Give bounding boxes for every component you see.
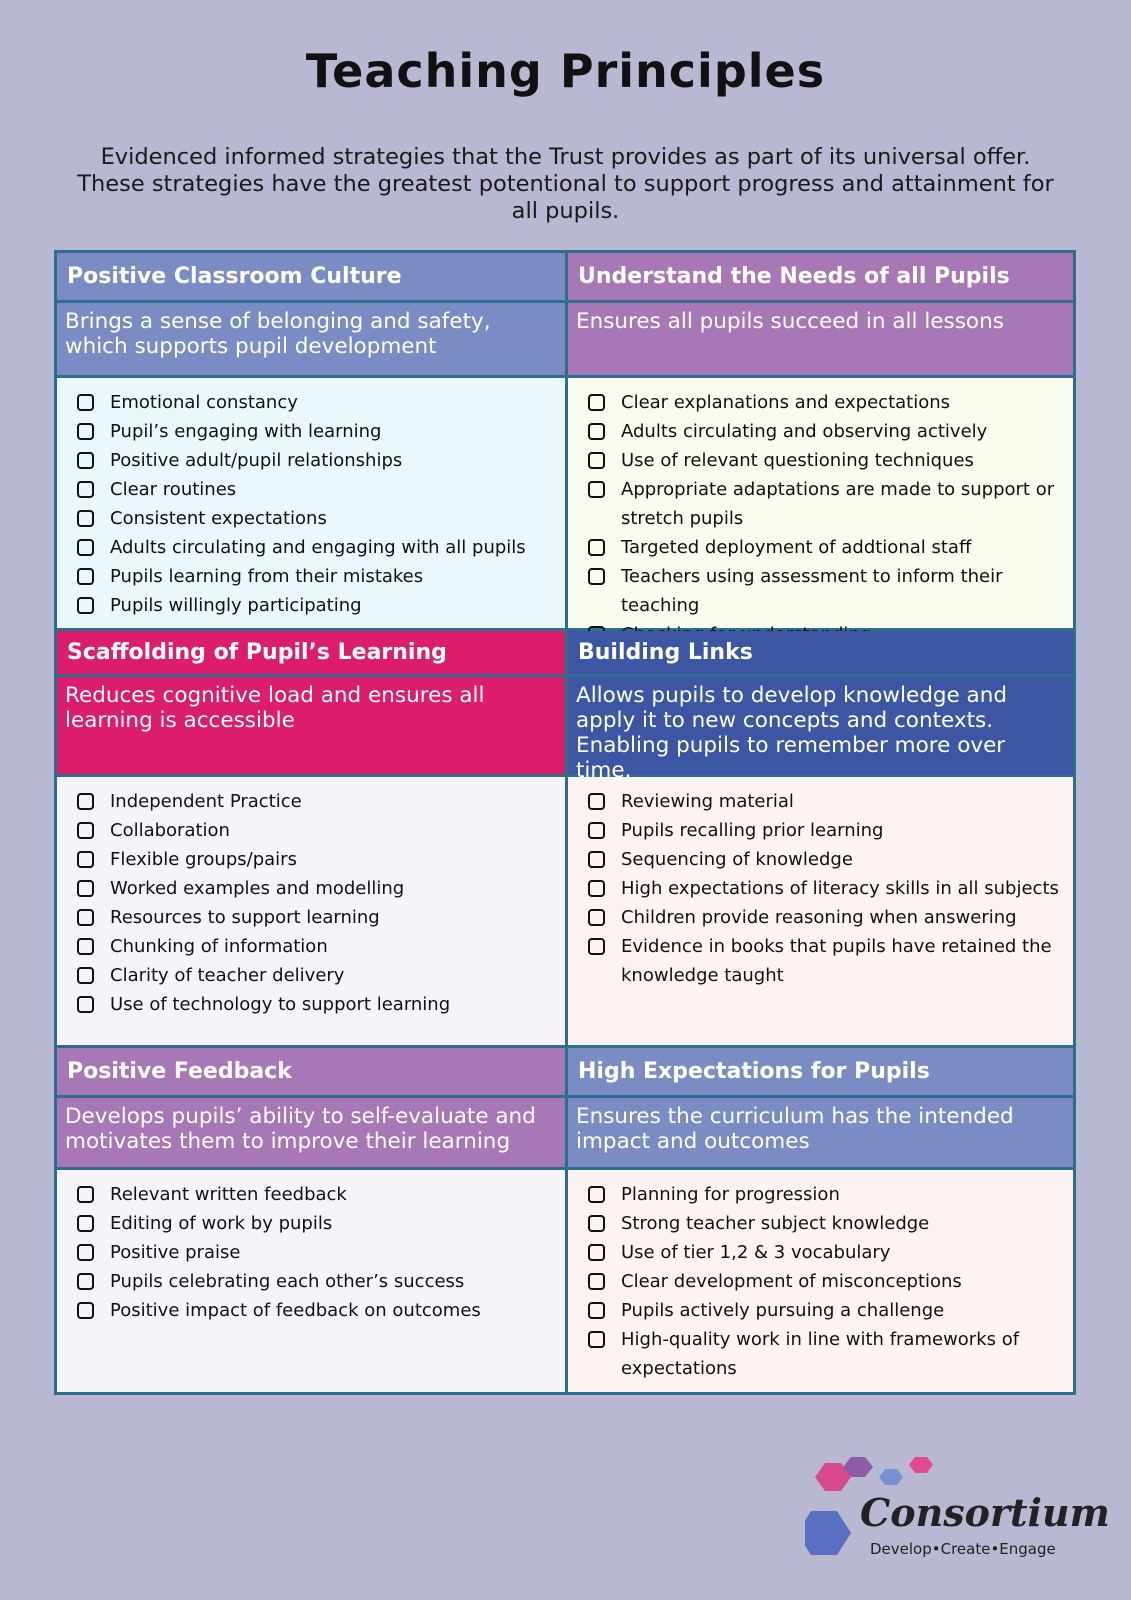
checklist-item-label: Clear routines [110, 479, 237, 500]
checklist-item-label: Consistent expectations [110, 508, 327, 529]
checkbox[interactable] [77, 423, 94, 440]
checklist-item [588, 388, 1073, 417]
checklist-item-label: Use of technology to support learning [110, 994, 451, 1015]
checklist-item-label: Emotional constancy [110, 392, 298, 413]
section-subtitle: Ensures the curriculum has the intended impact and outcomes [568, 1098, 1073, 1170]
checklist-item [77, 446, 565, 475]
checkbox[interactable] [77, 481, 94, 498]
section-subtitle: Brings a sense of belonging and safety, which supports pupil development [57, 303, 565, 378]
checkbox[interactable] [588, 1273, 605, 1290]
checklist-item [77, 504, 565, 533]
checklist-item [588, 874, 1073, 903]
checklist-item-label: Positive praise [110, 1242, 241, 1263]
section-title: High Expectations for Pupils [568, 1048, 1073, 1098]
checklist-item [77, 787, 565, 816]
checkbox[interactable] [588, 1331, 605, 1348]
checklist-item [77, 845, 565, 874]
checklist-item-label: Strong teacher subject knowledge [621, 1213, 930, 1234]
checkbox[interactable] [77, 1244, 94, 1261]
checklist-item-label: Pupils recalling prior learning [621, 820, 884, 841]
checklist-item-label: Reviewing material [621, 791, 794, 812]
checkbox[interactable] [77, 851, 94, 868]
checklist-item [588, 1238, 1073, 1267]
checklist-item [77, 816, 565, 845]
checkbox[interactable] [77, 938, 94, 955]
intro-text: Evidenced informed strategies that the Trust provides as part of its universal offer. These strategies have the greatest potentional to support progress and attainment for all pupils. [77, 144, 1054, 224]
section-title: Scaffolding of Pupil’s Learning [57, 631, 565, 677]
checkbox[interactable] [588, 1215, 605, 1232]
checklist-item-label: Adults circulating and engaging with all pupils [110, 537, 526, 558]
checkbox[interactable] [77, 967, 94, 984]
checkbox[interactable] [588, 938, 605, 955]
checklist-item [588, 787, 1073, 816]
checklist-item-label: Appropriate adaptations are made to support or stretch pupils [621, 479, 1055, 529]
checklist [568, 1170, 1073, 1392]
checklist [57, 777, 565, 1045]
checklist-item-label: Targeted deployment of addtional staff [621, 537, 972, 558]
checklist-item-label: Clear explanations and expectations [621, 392, 951, 413]
checkbox[interactable] [588, 394, 605, 411]
section-building-links [565, 631, 1073, 1045]
checklist-item-label: Use of tier 1,2 & 3 vocabulary [621, 1242, 891, 1263]
checklist-item [588, 1296, 1073, 1325]
principles-grid [54, 250, 1076, 1395]
section-subtitle: Develops pupils’ ability to self-evaluate and motivates them to improve their learning [57, 1098, 565, 1170]
checkbox[interactable] [77, 394, 94, 411]
checklist-item-label: Worked examples and modelling [110, 878, 405, 899]
checklist-item [588, 446, 1073, 475]
checklist-item [588, 475, 1073, 533]
checkbox[interactable] [588, 1186, 605, 1203]
checklist [568, 378, 1073, 628]
checkbox[interactable] [588, 822, 605, 839]
checkbox[interactable] [588, 539, 605, 556]
checkbox[interactable] [77, 1186, 94, 1203]
checklist-item-label: Pupils actively pursuing a challenge [621, 1300, 945, 1321]
checklist-item-label: Independent Practice [110, 791, 302, 812]
checklist-item-label: Positive adult/pupil relationships [110, 450, 403, 471]
checkbox[interactable] [77, 1215, 94, 1232]
checklist-item-label: Pupil’s engaging with learning [110, 421, 382, 442]
row-1 [57, 253, 1073, 628]
checkbox[interactable] [77, 452, 94, 469]
checklist-item [588, 1325, 1073, 1383]
hexagon-icon [909, 1457, 933, 1473]
checkbox[interactable] [588, 452, 605, 469]
checkbox[interactable] [77, 568, 94, 585]
checkbox[interactable] [77, 510, 94, 527]
checkbox[interactable] [588, 909, 605, 926]
checklist-item-label: Use of relevant questioning techniques [621, 450, 974, 471]
checklist-item [588, 533, 1073, 562]
checklist-item-label: Adults circulating and observing actively [621, 421, 988, 442]
hexagon-icon [805, 1511, 851, 1555]
checklist-item [77, 562, 565, 591]
checklist-item [588, 562, 1073, 620]
checklist [57, 378, 565, 628]
checklist [57, 1170, 565, 1392]
checklist-item-label: Relevant written feedback [110, 1184, 347, 1205]
section-subtitle: Ensures all pupils succeed in all lessons [568, 303, 1073, 378]
checklist-item-label: Clear development of misconceptions [621, 1271, 962, 1292]
checklist-item [588, 417, 1073, 446]
checkbox[interactable] [77, 539, 94, 556]
section-subtitle: Allows pupils to develop knowledge and apply it to new concepts and contexts. Enabling pupils to remember more over time. [568, 677, 1073, 777]
checklist-item-label: Positive impact of feedback on outcomes [110, 1300, 481, 1321]
checklist-item [588, 1267, 1073, 1296]
checklist-item [77, 1296, 565, 1325]
checkbox[interactable] [77, 909, 94, 926]
section-understand-needs [565, 253, 1073, 628]
checkbox[interactable] [77, 1273, 94, 1290]
checklist-item-label: Teachers using assessment to inform their teaching [621, 566, 1003, 616]
checkbox[interactable] [77, 822, 94, 839]
checklist-item [77, 475, 565, 504]
checklist-item-label: Pupils willingly participating [110, 595, 362, 616]
checkbox[interactable] [77, 793, 94, 810]
checkbox[interactable] [588, 1302, 605, 1319]
checklist-item [77, 903, 565, 932]
checklist-item-label: Editing of work by pupils [110, 1213, 333, 1234]
checklist-item-label: Pupils learning from their mistakes [110, 566, 424, 587]
checkbox[interactable] [588, 793, 605, 810]
checkbox[interactable] [77, 597, 94, 614]
checklist-item [588, 816, 1073, 845]
section-positive-feedback [57, 1048, 565, 1392]
checklist-item [588, 1180, 1073, 1209]
checkbox[interactable] [588, 851, 605, 868]
checklist-item [77, 1267, 565, 1296]
checklist-item-label: Chunking of information [110, 936, 328, 957]
section-high-expectations [565, 1048, 1073, 1392]
checklist-item [77, 388, 565, 417]
checklist-item-label: Evidence in books that pupils have retained the knowledge taught [621, 936, 1052, 986]
checklist-item [77, 874, 565, 903]
checklist-item [77, 1209, 565, 1238]
checklist [568, 777, 1073, 1045]
checklist-item-label: Sequencing of knowledge [621, 849, 853, 870]
checklist-item-label: Clarity of teacher delivery [110, 965, 345, 986]
page-title: Teaching Principles [305, 44, 826, 98]
checkbox[interactable] [588, 1244, 605, 1261]
checklist-item-label: Children provide reasoning when answering [621, 907, 1017, 928]
checklist-item [588, 845, 1073, 874]
section-title: Positive Classroom Culture [57, 253, 565, 303]
checklist-item-label: High expectations of literacy skills in all subjects [621, 878, 1059, 899]
checkbox[interactable] [588, 481, 605, 498]
checklist-item [77, 1238, 565, 1267]
checkbox[interactable] [588, 423, 605, 440]
checklist-item [588, 932, 1073, 990]
section-positive-classroom-culture [57, 253, 565, 628]
checkbox[interactable] [588, 568, 605, 585]
checklist-item [77, 591, 565, 620]
row-2 [57, 628, 1073, 1045]
section-scaffolding [57, 631, 565, 1045]
logo-name: Consortium [860, 1490, 1110, 1535]
checklist-item-label: Flexible groups/pairs [110, 849, 297, 870]
checkbox[interactable] [588, 880, 605, 897]
checklist-item-label: High-quality work in line with frameworks of expectations [621, 1329, 1020, 1379]
logo-tagline: Develop•Create•Engage [870, 1540, 1056, 1558]
section-title: Understand the Needs of all Pupils [568, 253, 1073, 303]
checkbox[interactable] [77, 996, 94, 1013]
hexagon-icon [879, 1469, 903, 1485]
section-title: Positive Feedback [57, 1048, 565, 1098]
checklist-item [77, 1180, 565, 1209]
checklist-item [77, 961, 565, 990]
checklist-item [588, 903, 1073, 932]
checkbox[interactable] [77, 1302, 94, 1319]
section-title: Building Links [568, 631, 1073, 677]
row-3 [57, 1045, 1073, 1392]
checklist-item-label: Resources to support learning [110, 907, 380, 928]
checklist-item [77, 417, 565, 446]
checklist-item [588, 1209, 1073, 1238]
checklist-item-label: Pupils celebrating each other’s success [110, 1271, 465, 1292]
checklist-item [77, 932, 565, 961]
checklist-item-label: Collaboration [110, 820, 230, 841]
checklist-item [77, 533, 565, 562]
checkbox[interactable] [77, 880, 94, 897]
section-subtitle: Reduces cognitive load and ensures all learning is accessible [57, 677, 565, 777]
checklist-item [77, 990, 565, 1019]
checklist-item-label: Planning for progression [621, 1184, 840, 1205]
